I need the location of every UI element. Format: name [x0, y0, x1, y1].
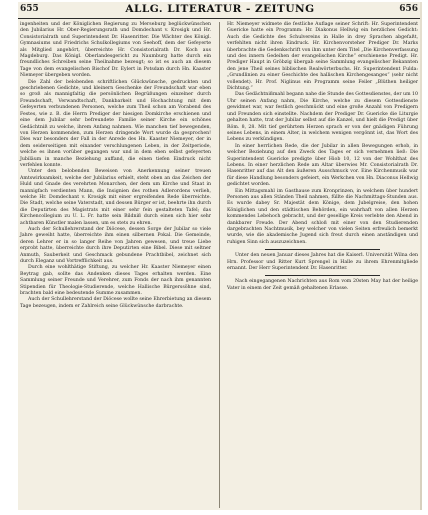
- left-paragraph-2: Die Zahl der belobenden schriftlichen Glückwünsche, gedruckten und geschriebenen Gedichte, und kleinern Geschenke der Freundschaft war eben so groß als mannigfaltig die persönlichen Begrüßungen einzelner durch Freundschaft, Verwandtschaft, Dankbarkeit und Hochachtung mit dem Gefeyerten verbundenen Personen, welche zum Theil schon am Vorabend des Festes, wie z. B. die Herrn Prediger der hiesigen Domkirche erschienen und eine dem Jubilar sehr befreundete Familie seiner Kirche ein schönes Gedächtniß zu welche, ihrem Anfang nahmen. Wie manchen tief bewegenden, von Herzen kommenden, zum Herzen dringende Wort wurde da gesprochen! Dies war besonders der Fall in der Anrede des Hn. Kaaster Niemeyer, der in dem seiderseitigen mit einander verschlungenen Leben, in der Zeitperiode, welche es ihnen vorüber gegangen war und in dem eben selbst gefeyerten Jubiläum in manche Beziehung auffand, die einen tiefen Eindruck nicht verfehlen konnte.: [20, 79, 211, 168]
- right-paragraph-1: Hr. Niemeyer widmete die festliche Auflage seiner Schrift: Hr. Superintendent Guericke hatte ein Programm: Hr. Diakonus Hellwig ein herzliches Gedicht: Auch die Gedichte des Schulvereins in Halle in drey Sprachen abgefaßt, verfehlten nicht ihren Eindruck. Hr. Kirchenvorsteher Prediger Dr. Marks überbrachte die Gedenkschrift von ihm unter dem Titel „Die Kirchenverfassung und des innern Gedeihen der evangelischen Kirche“ erschienene Predigt. Hr. Prediger Haupt in Gröbzig übergab seine Sammlung evangelischer Bekannten den jene Theil seines biblischen Realwörterbuchs. Hr. Superintendent Fulda: „Grundlinien zu einer Geschichte des hallischen Kirchengesanges“ (sehr nicht vollendet). Hr. Prof. Niglinus ein Programm seine Feiler „Blüthen heiliger Dichtung.“: [227, 22, 418, 92]
- right-paragraph-3: In einer herrlichen Rede, die der Jubilar in allen Bewegungen erhob, in welcher Beziehung auf den Zweck des Tages er sich vernehmen ließ: Die Superintendent Guericke predigte über Hiob 10, 12 von der Wohlthat des Lebens. In einer herzlichen Rede am Altar überwies Mr. Consistorialrath Dr. Hasenritter auf das Alt den äußeren Ausschmuck vor. Eine Kirchenmusik war für diese Handlung besonders gefeiert, ein Werkchen von Hn. Diaconus Hellwig gedichtet worden.: [227, 143, 418, 188]
- column-divider: [219, 22, 220, 508]
- running-header: [18, 2, 422, 19]
- left-column: [20, 22, 211, 310]
- left-paragraph-6: Auch der Schullehrerstand der Diöcese wollte seine Ehrerbietung an diesem Tage bezeugen, indem er Zahlreich seine Glückwünsche darbrachte.: [20, 297, 211, 309]
- left-paragraph-5: Durch eine wohlthätige Stiftung, zu welcher Hr. Kaaster Niemeyer einen Beytrag gab, sollte das Andenken dieses Tages erhalten werden. Eine Sammlung seiner Freunde und Verehrer, zum Fonds der nach ihm genannten Stipendien für Theologie-Studierende, welche Hallische Bürgerssöhne sind, brachten bald eine bedeutende Summe zusammen.: [20, 265, 211, 297]
- right-paragraph-5: Unter den neuen Januar dieses Jahres hat die Kaiserl. Universität Wilna den Hrn. Professor und Ritter Kurt Sprengel in Halle zu ihrem Ehrenmitgliede ernannt. Der Herr Superintendent Dr. Hasenritter.: [227, 253, 418, 272]
- right-paragraph-2: Das Gedächtnißmahl begann nahe die Stunde des Gottesdienstes, der um 10 Uhr seinen Anfang nahm, Die Kirche, welche zu diesem Gottesdienste gewidmet war, war festlich geschmückt und eine große Anzahl von Predigern und Freunden sich einstellte. Nachdem der Prediger Dr. Guericke die Liturgie gehalten hatte, trat der Jubilar selbst auf die Kanzel, und hielt die Predigt über Röm. 8, 28. Mit tief gerührtem Herzen sprach er von der gnädigen Führung seines Lebens, in einem Alter, in welchem wenigen vergönnt ist, das Wort des Lebens zu verkündigen.: [227, 92, 418, 143]
- section-separator: [265, 249, 380, 250]
- page-edge-shadow: [420, 2, 422, 510]
- page-number-left: 655: [20, 4, 39, 14]
- left-paragraph-1: ingenheiten und der Königlichen Regierung zu Merseburg beglückwünschen den Jubilarius Hr. Ober-Regierungsrath und Domdechant v. Krosigk und Hr. Consistorialrath und Superintendent Dr. Hasenritter. Die Wächter des Königl. Gymnasiums und Friedrichs Schulkollegiums von Seehoff, dem der Gefeyerte als Mitglied angehört, überreichte Hr. Consistorialrath Dr. Koch aus Magdeburg. Das Königl. Oberlandesgericht zu Naumburg hatte durch ein freundliches Schreiben seine Theilnahme bezeugt; so ist es auch an diesem Tage von dem evangelischen Bischof Dr. Eylert in Potsdam durch Hn. Kaaster Niemeyer übergeben worden.: [20, 22, 211, 79]
- right-paragraph-6: Nach eingegangenen Nachrichten aus Rom vom 20sten May hat der heilige Vater in einem der Zeit gemäß gehaltenen Erlasse.: [227, 279, 418, 291]
- right-column: [227, 22, 418, 292]
- page-number-right: 656: [399, 4, 418, 14]
- left-paragraph-3: Unter den belobenden Beweisen von Anerkennung seiner treuen Amtswirksamkeit, welche der Jubilarius erhielt, steht oben an das Zeichen der Huld und Gnade des verehrten Monarchen, der dem um Kirche und Staat in mannigfach verdienten Mann, die Insignien des rothen Adlerordens verlieh, welche Hr. Domdechant v. Krosigk mit einer ergreifenden Rede überreichte. Die Stadt, welche seine Vaterstadt, und dessen Bürger er ist, beehrte ihn durch die Deputirten des Magistrats mit einer sehr fein gestalteten Tafel; das Kirchencollegium zu U. L. Fr. hatte sein Bildniß durch einen sich hier sehr achtbaren Künstler malen lassen, um es stets zu ehren.: [20, 169, 211, 226]
- left-paragraph-4: Auch der Schullehrerstand der Diöcese, dessen Sorge der Jubilar so viele Jahre geweiht hatte, überreichte ihm einen silbernen Pokal. Die Gemeinde, deren Lehrer er in so langer Reihe von Jahren gewesen, und treue Liebe erprobt hatte, überreichte durch ihre Deputirten eine Bibel. Diese mit seltner Anmuth, Sauberkeit und Geschmack gebundene Prachtbibel, zeichnet sich durch Eleganz und Vortrefflichkeit aus.: [20, 227, 211, 265]
- newspaper-page: [18, 2, 422, 510]
- journal-title: ALLG. LITERATUR - ZEITUNG: [125, 3, 315, 15]
- section-separator-2: [265, 275, 380, 276]
- right-paragraph-4: Ein Mittagsmahl im Gasthause zum Kronprinzen, in welchem über hundert Personen aus allen Ständen Theil nahmen, füllte die Nachmittags-Stunden aus. Es wurde dabey Sr. Majestät dem Könige, dem Jubelgreise, den hohen Königlichen und den städtischen Behörden, ein wahrhaft von allen Herzen kommendes Lebehoch gebracht, und der gesellige Kreis verlebte den Abend in dankbarer Freude. Der Abend schloß mit einer von den Studierenden dargebrachten Nachtmusik, bey welcher von vielen Seiten erfreulich bemerkt wurde, wie die akademische Jugend sich freut durch einen anständigen und ruhigen Sinn sich auszuzeichnen.: [227, 188, 418, 245]
